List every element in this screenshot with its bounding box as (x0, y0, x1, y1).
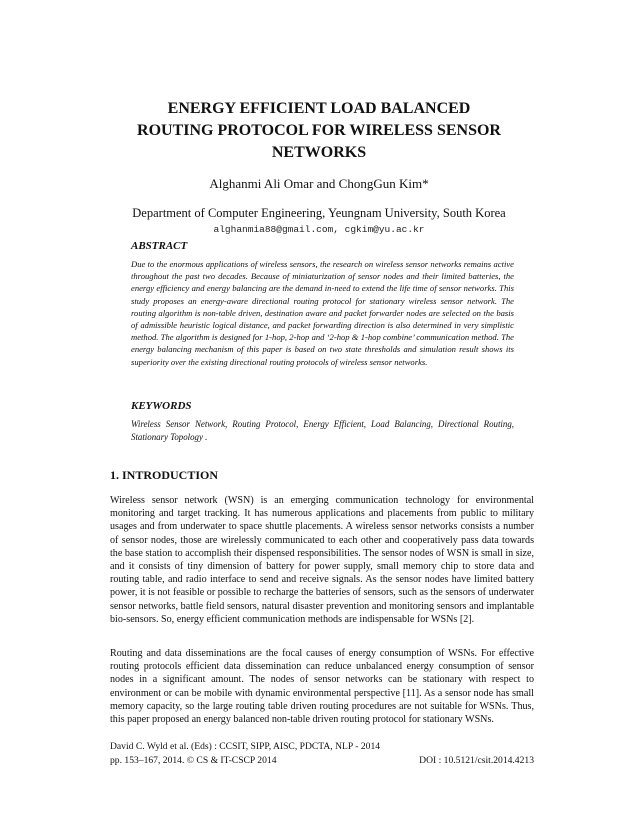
affiliation: Department of Computer Engineering, Yeungnam University, South Korea (132, 206, 506, 220)
author-emails: alghanmia88@gmail.com, cgkim@yu.ac.kr (213, 224, 425, 235)
paper-title (60, 98, 578, 164)
abstract-heading: ABSTRACT (131, 240, 188, 252)
intro-paragraph: Wireless sensor network (WSN) is an emerging communication technology for environmental monitoring and target tracking. It has numerous applications and placements from public to military usages and from underwater to space shuttle placements. A wireless sensor networks consists a number of sensor nodes, those are wirelessly communicated to each other and cooperatively pass data towards the base station to accomplish their dispensed responsibilities. The sensor nodes of WSN is small in size, and it consists of tiny dimension of battery for power supply, small memory chip to store data and routing table, and radio interface to send and receive signals. As the sensor nodes have limited battery power, it is not feasible or possible to recharge the batteries of sensors, such as the sensors of underwater sensor networks, battle field sensors, natural disaster prevention and monitoring sensors and implantable bio-sensors. So, energy efficient communication methods are indispensable for WSNs [2]. (110, 495, 534, 625)
footer-doi: DOI : 10.5121/csit.2014.4213 (419, 755, 534, 766)
abstract-text: Due to the enormous applications of wireless sensors, the research on wireless sensor networks remains active throughout the past two decades. Because of miniaturization of sensor nodes and their limited batteries, the energy efficiency and energy balancing are the demand in-need to extend the life time of sensor networks. This study proposes an energy-aware directional routing protocol for stationary wireless sensor network. The routing algorithm is non-table driven, destination aware and packet forwarder nodes are selected on the basis of admissible heuristic logical distance, and packet forwarding direction is also determined in very simplistic method. The algorithm is designed for 1-hop, 2-hop and ‘2-hop & 1-hop combine’ communication method. The energy balancing mechanism of this paper is based on two state thresholds and simulation result shows its superiority over the existing directional routing protocols of wireless sensor networks. (131, 259, 514, 367)
intro-paragraph: Routing and data disseminations are the focal causes of energy consumption of WSNs. For effective routing protocols efficient data dissemination can reduce unbalanced energy consumption of sensor nodes in a significant amount. The nodes of sensor networks can be stationary with respect to environment or can be mobile with dynamic environmental perspective [11]. As a sensor node has small memory capacity, so the large routing table driven routing procedures are not suitable for WSNs. Thus, this paper proposed an energy balanced non-table driven routing protocol for stationary WSNs. (110, 648, 534, 726)
title-line: ROUTING PROTOCOL FOR WIRELESS SENSOR (137, 122, 501, 139)
title-line: NETWORKS (271, 144, 367, 161)
keywords-heading: KEYWORDS (131, 400, 192, 412)
footer-citation: David C. Wyld et al. (Eds) : CCSIT, SIPP, AISC, PDCTA, NLP - 2014 (110, 741, 381, 752)
authors: Alghanmi Ali Omar and ChongGun Kim* (209, 176, 429, 191)
title-line: ENERGY EFFICIENT LOAD BALANCED (167, 100, 471, 117)
footer-pages-doi (110, 755, 534, 766)
introduction-heading: 1. INTRODUCTION (110, 468, 219, 482)
footer-pages: pp. 153–167, 2014. © CS & IT-CSCP 2014 (110, 755, 277, 766)
keywords-text: Wireless Sensor Network, Routing Protocol, Energy Efficient, Load Balancing, Directional Routing, Stationary Topology . (131, 419, 514, 442)
